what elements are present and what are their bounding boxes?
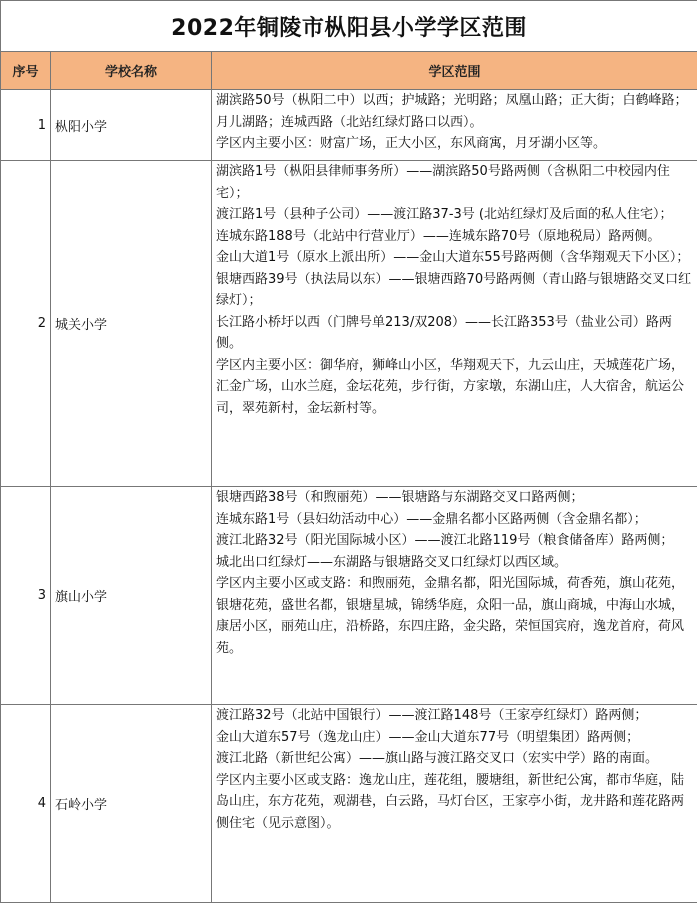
area-line: 金山大道1号（原水上派出所）——金山大道东55号路两侧（含华翔观天下小区）；: [216, 250, 690, 265]
area-line: 金山大道东57号（逸龙山庄）——金山大道东77号（明望集团）路两侧；: [216, 729, 640, 745]
area-line: 湖滨路50号（枞阳二中）以西；护城路；光明路；凤凰山路；正大街；白鹤峰路；月儿湖路；连城西路（北站红绿灯路口以西）。: [216, 93, 688, 130]
area-line: 渡江北路32号（阳光国际城小区）——渡江北路119号（粮食储备库）路两侧；: [216, 533, 674, 548]
row-index: 4: [1, 705, 51, 903]
area-line: 城北出口红绿灯——东湖路与银塘路交叉口红绿灯以西区域。: [216, 554, 568, 570]
area-line: 渡江路32号（北站中国银行）——渡江路148号（王家亭红绿灯）路两侧；: [216, 708, 648, 723]
header-school: 学校名称: [51, 52, 212, 90]
table-row: [1, 90, 697, 161]
area-line: 学区内主要小区或支路：逸龙山庄，莲花组，腰塘组，新世纪公寓，都市华庭，陆岛山庄，东方花苑，观湖巷，白云路，马灯台区，王家亭小街，龙井路和莲花路两侧住宅（见示意图）。: [216, 772, 685, 831]
area-line: 湖滨路1号（枞阳县律师事务所）——湖滨路50号路两侧（含枞阳二中校园内住宅）；: [216, 164, 670, 201]
district-area: [212, 705, 697, 903]
area-line: 银塘西路38号（和煦丽苑）——银塘路与东湖路交叉口路两侧；: [216, 490, 584, 505]
area-line: 银塘西路39号（执法局以东）——银塘西路70号路两侧（青山路与银塘路交叉口红绿灯）；: [216, 271, 692, 308]
area-line: 连城东路188号（北站中行营业厅）——连城东路70号（原地税局）路两侧。: [216, 228, 661, 244]
school-name: 城关小学: [51, 161, 212, 487]
school-name: 旗山小学: [51, 487, 212, 705]
header-index: 序号: [1, 52, 51, 90]
table-row: [1, 487, 697, 705]
district-area: [212, 487, 697, 705]
row-index: 2: [1, 161, 51, 487]
area-line: 渡江北路（新世纪公寓）——旗山路与渡江路交叉口（宏实中学）路的南面。: [216, 751, 659, 766]
district-area: [212, 161, 697, 487]
area-line: 学区内主要小区：财富广场，正大小区，东风商寓，月牙湖小区等。: [216, 136, 607, 151]
row-index: 3: [1, 487, 51, 705]
table-title: 2022年铜陵市枞阳县小学学区范围: [1, 1, 697, 52]
table-body: [1, 90, 697, 903]
header-row: [1, 52, 697, 90]
table-row: [1, 161, 697, 487]
area-line: 渡江路1号（县种子公司）——渡江路37-3号 (北站红绿灯及后面的私人住宅）；: [216, 207, 673, 222]
school-name: 石岭小学: [51, 705, 212, 903]
district-area: [212, 90, 697, 161]
area-line: 学区内主要小区：御华府，狮峰山小区，华翔观天下，九云山庄，天城莲花广场，汇金广场，山水兰庭，金坛花苑，步行街，方家墩，东湖山庄，人大宿舍，航运公司，翠苑新村，金坛新村等。: [216, 357, 685, 416]
header-area: 学区范围: [212, 52, 697, 90]
area-line: 连城东路1号（县妇幼活动中心）——金鼎名都小区路两侧（含金鼎名都）；: [216, 511, 647, 527]
row-index: 1: [1, 90, 51, 161]
school-name: 枞阳小学: [51, 90, 212, 161]
area-line: 长江路小桥圩以西（门牌号单213/双208）——长江路353号（盐业公司）路两侧。: [216, 314, 672, 351]
area-line: 学区内主要小区或支路：和煦丽苑，金鼎名都，阳光国际城，荷香苑，旗山花苑，银塘花苑，盛世名都，银塘星城，锦绣华庭，众阳一品，旗山商城，中海山水城，康居小区，丽苑山庄，沿桥路，东四庄路，金尖路，荣恒国宾府，逸龙首府，荷风苑。: [216, 576, 685, 656]
table-row: [1, 705, 697, 903]
